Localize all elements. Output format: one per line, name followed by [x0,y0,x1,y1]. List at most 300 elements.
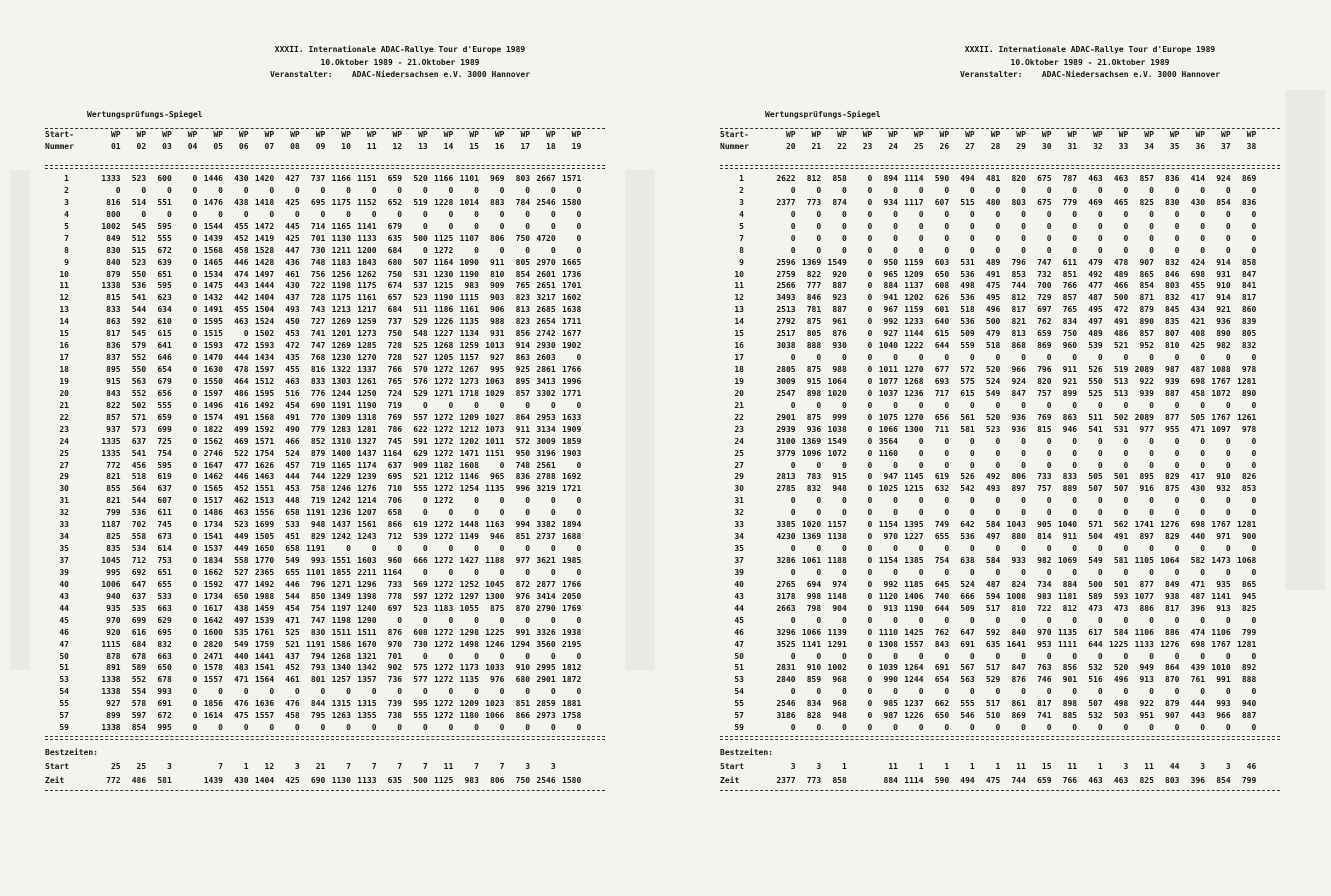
wp-time: 931 [1216,269,1231,279]
wp-time: 651 [157,269,172,279]
wp-time: 1290 [357,615,377,625]
wp-time: 529 [985,675,1001,685]
table-row [45,292,605,304]
wp-time: 0 [448,508,454,518]
wp-time: 595 [413,699,428,709]
start-number: 59 [59,723,69,733]
wp-time: 0 [1149,436,1154,446]
wp-time: 0 [422,508,428,518]
best-start-value: 11 [443,762,454,772]
wp-time: 699 [157,424,172,434]
wp-time: 1272 [434,436,454,446]
wp-time: 1400 [331,448,351,458]
wp-time: 904 [832,603,847,613]
start-number: 27 [734,460,744,470]
wp-time: 2211 [357,567,377,577]
wp-time: 879 [310,448,326,458]
wp-time: 0 [269,185,275,195]
wp-time: 863 [515,353,531,363]
wp-time: 0 [1251,400,1257,410]
best-start-value [172,760,198,774]
wp-time: 1342 [357,663,377,673]
wp-time: 0 [1123,567,1129,577]
wp-time: 1242 [331,532,351,542]
wp-time: 898 [1062,699,1078,709]
wp-label: WP [494,130,505,139]
best-start-value: 25 [136,762,147,772]
wp-time: 0 [1200,508,1206,518]
wp-time: 1562 [203,436,223,446]
wp-time: 563 [131,376,147,386]
wp-time: 936 [1216,317,1231,327]
wp-time: 1513 [254,496,275,506]
wp-time: 447 [285,245,300,255]
wp-time: 478 [1113,257,1129,267]
wp-time: 0 [969,209,975,219]
table-row [45,471,605,483]
wp-time: 711 [934,424,950,434]
wp-time: 852 [310,436,326,446]
wp-time: 0 [841,615,847,625]
wp-time: 807 [1165,329,1180,339]
wp-time: 884 [883,281,898,291]
wp-time: 491 [285,412,300,422]
wp-label: WP [965,130,975,139]
wp-time: 1211 [331,245,351,255]
wp-time: 589 [131,663,147,673]
wp-time: 0 [944,544,950,554]
wp-time: 812 [1011,293,1026,303]
wp-time: 0 [1046,436,1052,446]
start-number: 21 [59,400,69,410]
wp-time: 666 [413,556,428,565]
wp-time: 0 [422,687,428,697]
wp-time: 1822 [203,424,223,434]
wp-time: 1597 [203,388,223,398]
wp-time: 474 [1190,627,1206,637]
wp-time: 1239 [357,472,377,482]
wp-time: 0 [1174,615,1180,625]
wp-time: 0 [867,687,873,697]
wp-time: 0 [1251,233,1257,243]
header-row-2 [45,141,605,153]
wp-time: 494 [960,174,975,183]
wp-time: 887 [1165,388,1180,398]
start-number: 1 [64,174,69,183]
table-row [720,567,1280,579]
wp-time: 1114 [904,174,924,183]
wp-time: 1250 [357,388,377,398]
wp-time: 1229 [331,472,351,482]
wp-time: 471 [1190,579,1206,589]
wp-time: 0 [525,615,531,625]
wp-time: 0 [867,663,873,673]
wp-time: 927 [106,699,121,709]
table-row [720,722,1280,734]
wp-time: 817 [1011,305,1026,315]
wp-column-number: 05 [213,142,223,151]
wp-time: 0 [944,460,950,470]
wp-time: 0 [1149,544,1154,554]
table-row [45,722,605,734]
wp-time: 558 [234,556,249,565]
wp-time: 0 [1097,209,1103,219]
wp-time: 1539 [254,615,275,625]
wp-time: 1175 [331,293,351,303]
wp-time: 1033 [485,663,505,673]
wp-time: 730 [413,639,428,649]
wp-time: 985 [883,699,898,709]
wp-time: 1369 [801,257,822,267]
table-row [720,471,1280,483]
wp-time: 524 [985,376,1001,386]
wp-time: 0 [474,496,479,506]
wp-time: 0 [969,615,975,625]
wp-time: 1281 [357,424,377,434]
start-number: 47 [59,639,69,649]
wp-time: 1322 [331,365,351,374]
wp-time: 1465 [203,257,223,267]
wp-time: 0 [816,245,822,255]
wp-time: 874 [832,197,847,207]
wp-time: 868 [1011,341,1026,351]
wp-time: 0 [969,567,975,577]
divider [45,790,605,791]
wp-time: 837 [106,353,121,363]
wp-time: 0 [944,687,950,697]
table-row [45,376,605,388]
wp-label: WP [162,130,172,139]
wp-time: 847 [1241,269,1257,279]
wp-time: 0 [1225,185,1231,195]
start-number: 14 [59,317,69,327]
wp-time: 830 [310,627,326,637]
wp-time: 1497 [254,269,275,279]
wp-time: 913 [883,603,898,613]
wp-time: 694 [806,579,822,589]
best-zeit-value: 500 [413,776,428,786]
wp-time: 0 [1123,687,1129,697]
start-number: 7 [64,233,69,243]
wp-time: 0 [1225,544,1231,554]
wp-time: 491 [1113,532,1129,542]
wp-time: 463 [234,317,249,327]
wp-column-number: 27 [965,142,975,151]
wp-time: 430 [1190,197,1206,207]
wp-time: 0 [1097,185,1103,195]
start-number: 57 [59,711,69,721]
wp-time: 555 [413,711,428,721]
wp-time: 0 [1225,221,1231,231]
wp-time: 0 [867,556,873,565]
wp-time: 0 [1200,615,1206,625]
wp-column-number: 19 [571,142,582,151]
best-zeit-value: 858 [832,776,847,786]
wp-time: 822 [106,400,121,410]
best-start-value: 44 [1169,762,1180,772]
wp-time: 0 [841,651,847,661]
wp-time: 1771 [562,388,582,398]
wp-time: 1197 [331,603,351,613]
wp-time: 1137 [904,281,924,291]
wp-time: 761 [1190,675,1206,685]
wp-time: 521 [413,472,428,482]
wp-time: 479 [985,329,1001,339]
wp-time: 1496 [203,400,223,410]
wp-time: 0 [1251,353,1257,363]
wp-time: 0 [1251,508,1257,518]
start-number: 32 [59,508,69,518]
wp-time: 0 [1072,185,1078,195]
wp-time: 2622 [776,174,796,183]
wp-time: 898 [806,388,822,398]
wp-time: 0 [448,400,454,410]
wp-time: 854 [1139,281,1154,291]
wp-time: 0 [422,221,428,231]
divider [720,165,1280,166]
wp-time: 511 [1088,412,1103,422]
wp-time: 1568 [203,245,223,255]
best-zeit-value: 1133 [357,776,377,786]
wp-time: 0 [816,460,822,470]
results-table [45,128,605,791]
wp-column-number: 22 [837,142,847,151]
wp-time: 0 [346,209,351,219]
wp-time: 0 [192,651,198,661]
wp-time: 0 [448,209,454,219]
wp-time: 953 [1037,639,1052,649]
wp-time: 0 [422,185,428,195]
wp-time: 0 [550,496,556,506]
wp-time: 533 [285,520,300,530]
wp-time: 517 [985,663,1001,673]
wp-time: 0 [550,508,556,518]
wp-time: 698 [1190,639,1206,649]
wp-time: 523 [985,424,1001,434]
wp-time: 914 [515,341,531,351]
wp-time: 1769 [562,603,582,613]
wp-time: 2546 [536,197,556,207]
wp-time: 836 [106,341,121,351]
wp-time: 1315 [331,699,351,709]
wp-time: 0 [1200,233,1206,243]
wp-label: WP [1169,130,1180,139]
wp-time: 0 [790,400,796,410]
wp-time: 1428 [254,257,275,267]
wp-time: 0 [269,209,275,219]
wp-time: 0 [995,460,1001,470]
wp-time: 569 [413,579,428,589]
wp-time: 579 [131,341,147,351]
wp-time: 1101 [459,174,479,183]
wp-time: 0 [841,245,847,255]
wp-time: 0 [867,615,873,625]
wp-time: 765 [515,281,531,291]
wp-time: 662 [934,699,950,709]
wp-time: 1338 [101,723,121,733]
wp-time: 1517 [203,496,223,506]
wp-time: 0 [969,245,975,255]
table-row [720,376,1280,388]
start-number: 25 [59,448,69,458]
wp-time: 851 [515,532,531,542]
wp-time: 544 [285,591,300,601]
wp-time: 977 [1139,424,1154,434]
wp-time: 0 [816,400,822,410]
wp-time: 2654 [536,317,556,327]
wp-time: 607 [934,197,950,207]
best-start-value: 1 [841,762,847,772]
wp-time: 1185 [904,579,924,589]
wp-time: 1110 [878,627,898,637]
wp-time: 966 [1011,365,1026,374]
wp-time: 0 [141,185,147,195]
best-start-value: 46 [1246,762,1257,772]
wp-time: 1285 [357,341,377,351]
wp-time: 0 [499,723,505,733]
wp-time: 590 [934,174,950,183]
wp-time: 1551 [331,556,351,565]
wp-time: 0 [790,723,796,733]
wp-time: 0 [422,615,428,625]
wp-time: 0 [243,209,249,219]
wp-time: 1188 [485,556,505,565]
wp-time: 557 [413,412,428,422]
wp-time: 442 [234,293,249,303]
wp-time: 532 [1088,663,1103,673]
wp-time: 562 [1113,520,1129,530]
wp-time: 891 [106,663,121,673]
wp-time: 0 [1072,448,1078,458]
wp-time: 854 [515,269,531,279]
wp-time: 570 [413,365,428,374]
table-row [45,221,605,233]
wp-time: 608 [934,281,950,291]
wp-time: 0 [192,591,198,601]
wp-time: 0 [550,185,556,195]
wp-time: 1237 [904,699,924,709]
wp-time: 1135 [485,484,505,494]
wp-time: 799 [1241,627,1257,637]
wp-time: 858 [1241,257,1257,267]
wp-time: 0 [816,687,822,697]
wp-time: 1437 [357,448,377,458]
wp-time: 1045 [101,556,121,565]
wp-time: 1603 [357,556,377,565]
wp-time: 0 [944,448,950,458]
wp-time: 866 [515,711,531,721]
wp-time: 0 [1123,508,1129,518]
wp-time: 0 [867,436,873,446]
wp-time: 536 [131,281,147,291]
wp-time: 883 [490,197,505,207]
best-start-value: 7 [499,762,505,772]
wp-time: 0 [397,615,403,625]
wp-time: 0 [790,233,796,243]
wp-time: 0 [944,723,950,733]
wp-time: 510 [985,711,1001,721]
zeit-row-label: Zeit [720,776,740,786]
wp-time: 746 [1037,675,1052,685]
wp-time: 0 [115,185,121,195]
wp-time: 1766 [562,365,582,374]
wp-time: 495 [985,293,1001,303]
left-page [0,0,660,896]
wp-time: 0 [1072,544,1078,554]
wp-time: 1259 [459,341,479,351]
wp-time: 0 [1046,185,1052,195]
best-zeit-value: 854 [1216,776,1231,786]
wp-time: 0 [995,567,1001,577]
wp-column-number: 15 [469,142,479,151]
wp-label: WP [1041,130,1052,139]
wp-time: 2089 [1134,412,1154,422]
wp-time: 846 [1165,269,1180,279]
wp-time: 1406 [904,591,924,601]
wp-time: 770 [310,412,326,422]
wp-time: 0 [1021,687,1026,697]
wp-time: 529 [413,388,428,398]
best-zeit-value: 884 [883,776,898,786]
wp-time: 1146 [459,472,479,482]
wp-time: 1173 [459,663,479,673]
wp-time: 1141 [1211,591,1231,601]
wp-label: WP [110,130,121,139]
table-row [720,233,1280,245]
wp-time: 672 [157,711,172,721]
wp-time: 458 [234,245,249,255]
table-subtitle: Wertungsprüfungs-Spiegel [765,110,881,119]
wp-time: 849 [106,233,121,243]
wp-time: 1420 [254,174,275,183]
wp-time: 1190 [904,603,924,613]
wp-time: 0 [816,353,822,363]
wp-time: 757 [1037,484,1052,494]
wp-time: 678 [131,651,147,661]
wp-time: 1263 [331,711,351,721]
wp-time: 1580 [562,197,582,207]
wp-time: 0 [995,209,1001,219]
wp-time: 948 [832,484,847,494]
table-row [45,304,605,316]
wp-time: 778 [387,591,403,601]
wp-time: 0 [944,508,950,518]
wp-time: 766 [387,365,403,374]
wp-time: 555 [157,233,172,243]
divider [720,739,1280,740]
wp-time: 1592 [203,579,223,589]
wp-time: 1025 [878,484,898,494]
table-row [720,197,1280,209]
wp-time: 766 [1062,281,1078,291]
best-start-value: 1 [944,762,950,772]
table-row [720,698,1280,710]
wp-time: 0 [166,185,172,195]
wp-time: 2667 [536,174,556,183]
wp-time: 0 [841,400,847,410]
wp-time: 779 [310,424,326,434]
wp-time: 870 [1165,675,1180,685]
wp-time: 558 [131,532,147,542]
organizer-line [220,69,580,82]
wp-time: 931 [490,329,505,339]
wp-time: 1902 [562,341,582,351]
best-zeit-value: 475 [985,776,1001,786]
wp-time: 592 [985,627,1001,637]
wp-time: 0 [499,687,505,697]
wp-time: 888 [806,341,822,351]
wp-time: 1063 [485,376,505,386]
